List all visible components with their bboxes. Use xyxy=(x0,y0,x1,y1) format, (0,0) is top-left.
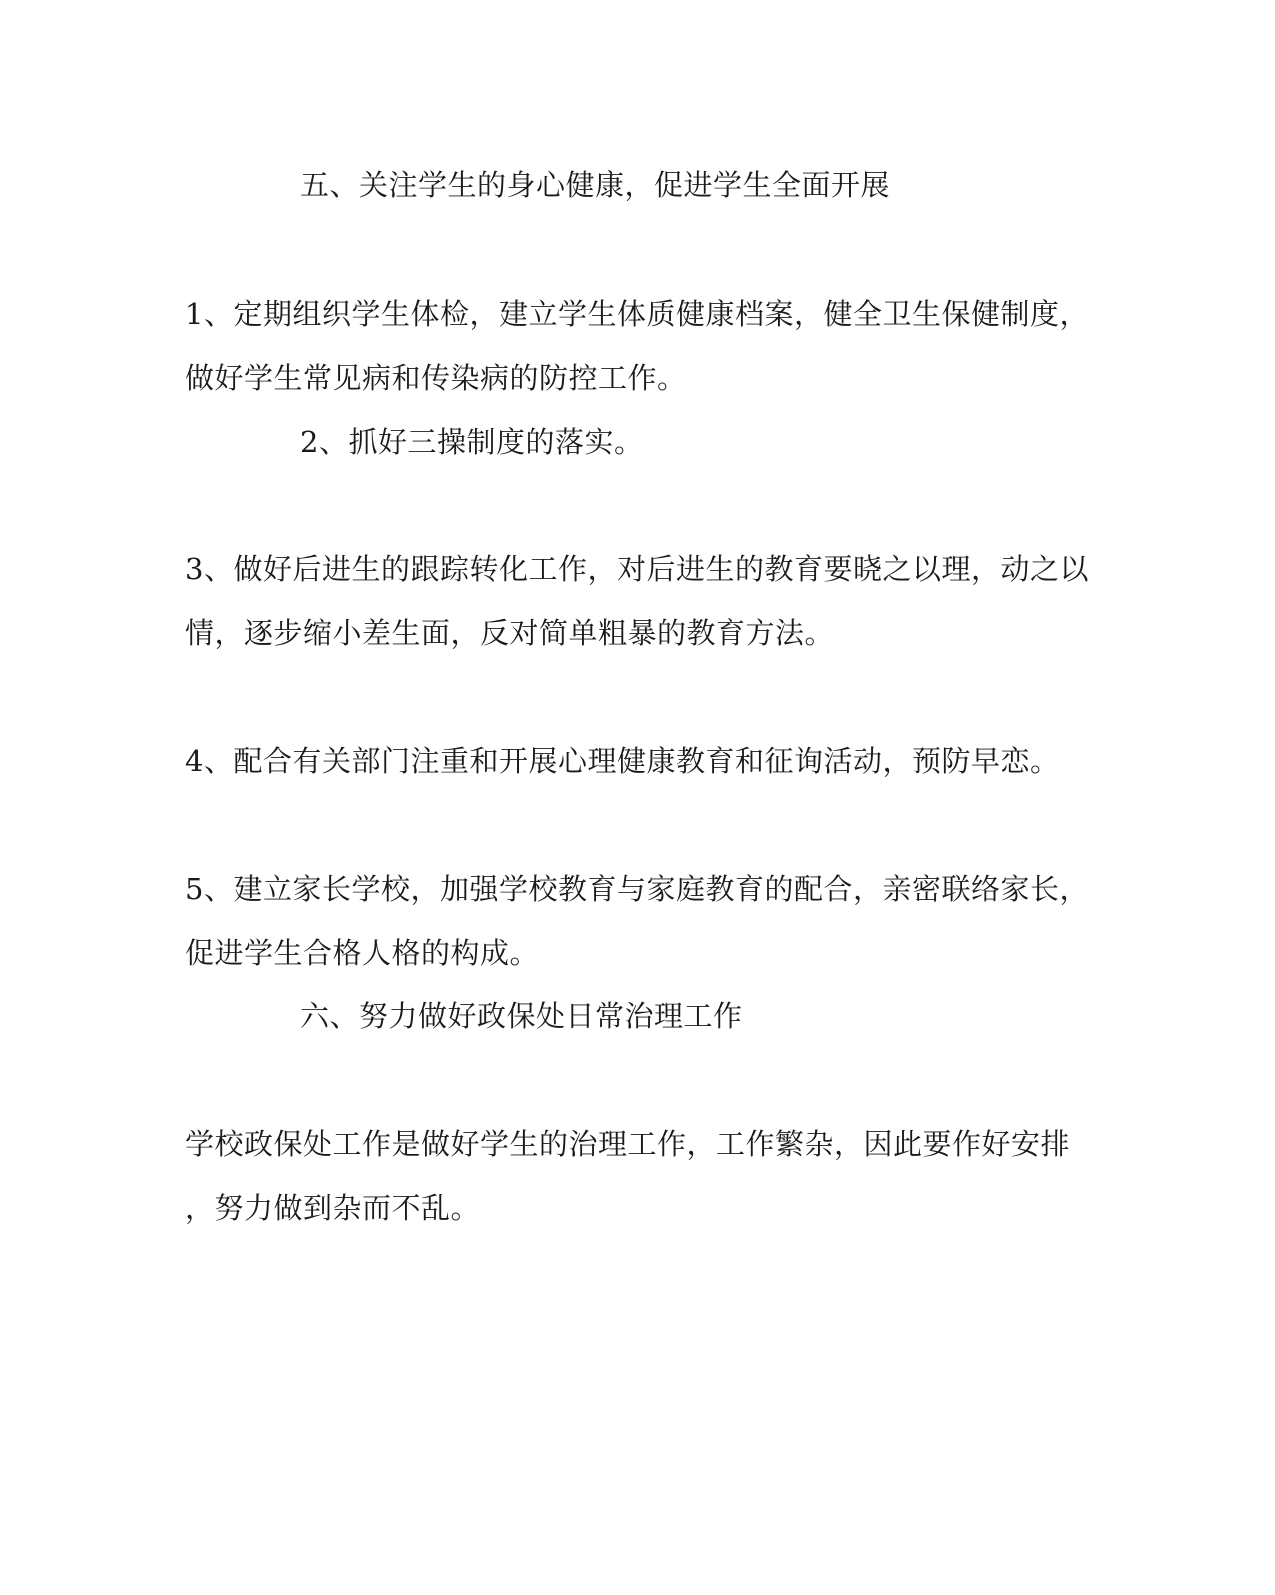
section-heading-6: 六、努力做好政保处日常治理工作 xyxy=(300,999,743,1033)
section-heading-5: 五、关注学生的身心健康，促进学生全面开展 xyxy=(300,168,891,202)
item-4: 4、配合有关部门注重和开展心理健康教育和征询活动，预防早恋。 xyxy=(185,744,1060,778)
item-3-line-2: 情，逐步缩小差生面，反对简单粗暴的教育方法。 xyxy=(185,616,835,650)
item-2: 2、抓好三操制度的落实。 xyxy=(300,425,644,459)
item-1-line-2: 做好学生常见病和传染病的防控工作。 xyxy=(185,361,687,395)
item-5-line-2: 促进学生合格人格的构成。 xyxy=(185,936,540,970)
paragraph-6-line-2: ，努力做到杂而不乱。 xyxy=(185,1191,481,1225)
item-3-line-1: 3、做好后进生的跟踪转化工作，对后进生的教育要晓之以理，动之以 xyxy=(185,552,1089,586)
item-1-line-1: 1、定期组织学生体检，建立学生体质健康档案，健全卫生保健制度， xyxy=(185,297,1089,331)
paragraph-6-line-1: 学校政保处工作是做好学生的治理工作，工作繁杂，因此要作好安排 xyxy=(185,1127,1071,1161)
item-5-line-1: 5、建立家长学校，加强学校教育与家庭教育的配合，亲密联络家长， xyxy=(185,872,1089,906)
